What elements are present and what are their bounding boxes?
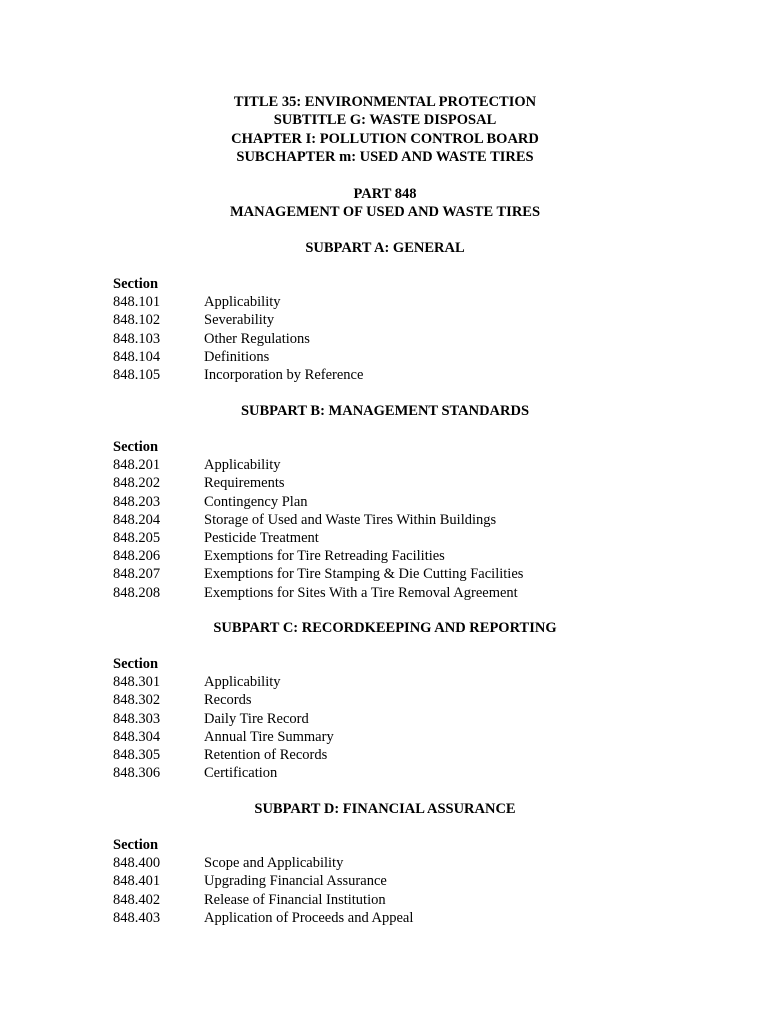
toc-row (113, 728, 673, 746)
part-heading (0, 185, 770, 222)
toc-row (113, 691, 673, 709)
section-title: Severability (204, 312, 275, 329)
toc-row (113, 330, 673, 348)
section-title: Storage of Used and Waste Tires Within Buildings (204, 511, 497, 528)
toc-row (113, 872, 673, 890)
toc-row (113, 854, 673, 872)
section-title: Applicability (204, 674, 281, 691)
subpart-d-section-list (113, 836, 673, 927)
section-title: Exemptions for Tire Stamping & Die Cutting Facilities (204, 566, 524, 583)
part-title: MANAGEMENT OF USED AND WASTE TIRES (229, 204, 541, 221)
section-number: 848.103 (113, 330, 161, 347)
section-column-label: Section (113, 656, 159, 672)
section-title: Other Regulations (204, 330, 310, 347)
toc-row (113, 909, 673, 927)
section-number: 848.204 (113, 511, 161, 528)
header-chapter-line: CHAPTER I: POLLUTION CONTROL BOARD (231, 130, 539, 147)
document-header (0, 93, 770, 166)
section-number: 848.401 (113, 873, 161, 890)
toc-row (113, 764, 673, 782)
section-title: Release of Financial Institution (204, 891, 386, 908)
section-number: 848.306 (113, 765, 161, 782)
section-number: 848.301 (113, 674, 161, 691)
section-number: 848.303 (113, 710, 161, 727)
section-number: 848.302 (113, 692, 161, 709)
toc-row (113, 474, 673, 492)
subpart-c-section-list (113, 655, 673, 782)
section-number: 848.201 (113, 457, 161, 474)
section-number: 848.102 (113, 312, 161, 329)
section-title: Exemptions for Tire Retreading Facilities (204, 548, 445, 565)
section-number: 848.101 (113, 294, 161, 311)
toc-row (113, 293, 673, 311)
section-column-label: Section (113, 276, 159, 292)
section-number: 848.105 (113, 366, 161, 383)
toc-row (113, 673, 673, 691)
section-title: Application of Proceeds and Appeal (204, 909, 414, 926)
subpart-c-heading: SUBPART C: RECORDKEEPING AND REPORTING (213, 620, 557, 636)
header-subchapter-line: SUBCHAPTER m: USED AND WASTE TIRES (236, 148, 534, 165)
section-number: 848.305 (113, 746, 161, 763)
toc-row (113, 511, 673, 529)
section-title: Records (204, 692, 252, 709)
section-number: 848.206 (113, 548, 161, 565)
section-title: Applicability (204, 457, 281, 474)
toc-row (113, 311, 673, 329)
section-title: Requirements (204, 475, 285, 492)
subpart-b-heading: SUBPART B: MANAGEMENT STANDARDS (240, 403, 530, 419)
toc-row (113, 746, 673, 764)
section-title: Pesticide Treatment (204, 529, 319, 546)
section-number: 848.208 (113, 584, 161, 601)
section-title: Incorporation by Reference (204, 366, 364, 383)
section-title: Applicability (204, 294, 281, 311)
header-subtitle-line: SUBTITLE G: WASTE DISPOSAL (273, 112, 497, 129)
section-title: Scope and Applicability (204, 855, 344, 872)
part-number: PART 848 (353, 186, 417, 202)
toc-row (113, 710, 673, 728)
toc-row (113, 584, 673, 602)
section-number: 848.402 (113, 891, 161, 908)
section-title: Daily Tire Record (204, 710, 309, 727)
section-number: 848.202 (113, 475, 161, 492)
section-title: Retention of Records (204, 746, 328, 763)
section-number: 848.400 (113, 855, 161, 872)
subpart-a-section-list (113, 275, 673, 384)
section-number: 848.403 (113, 909, 161, 926)
toc-row (113, 547, 673, 565)
toc-row (113, 565, 673, 583)
toc-row (113, 529, 673, 547)
section-number: 848.203 (113, 493, 161, 510)
section-title: Certification (204, 765, 278, 782)
section-title: Exemptions for Sites With a Tire Removal Agreement (204, 584, 518, 601)
subpart-a-heading: SUBPART A: GENERAL (305, 240, 465, 256)
toc-row (113, 348, 673, 366)
section-title: Annual Tire Summary (204, 728, 334, 745)
header-title-line: TITLE 35: ENVIRONMENTAL PROTECTION (233, 94, 537, 110)
section-number: 848.205 (113, 529, 161, 546)
toc-row (113, 456, 673, 474)
section-number: 848.304 (113, 728, 161, 745)
section-number: 848.104 (113, 348, 161, 365)
section-title: Contingency Plan (204, 493, 308, 510)
section-title: Upgrading Financial Assurance (204, 873, 387, 890)
section-number: 848.207 (113, 566, 161, 583)
subpart-d-heading: SUBPART D: FINANCIAL ASSURANCE (254, 801, 516, 817)
subpart-b-section-list (113, 438, 673, 602)
toc-row (113, 891, 673, 909)
toc-row (113, 366, 673, 384)
section-title: Definitions (204, 348, 270, 365)
section-column-label: Section (113, 439, 159, 455)
section-column-label: Section (113, 837, 159, 853)
toc-row (113, 493, 673, 511)
